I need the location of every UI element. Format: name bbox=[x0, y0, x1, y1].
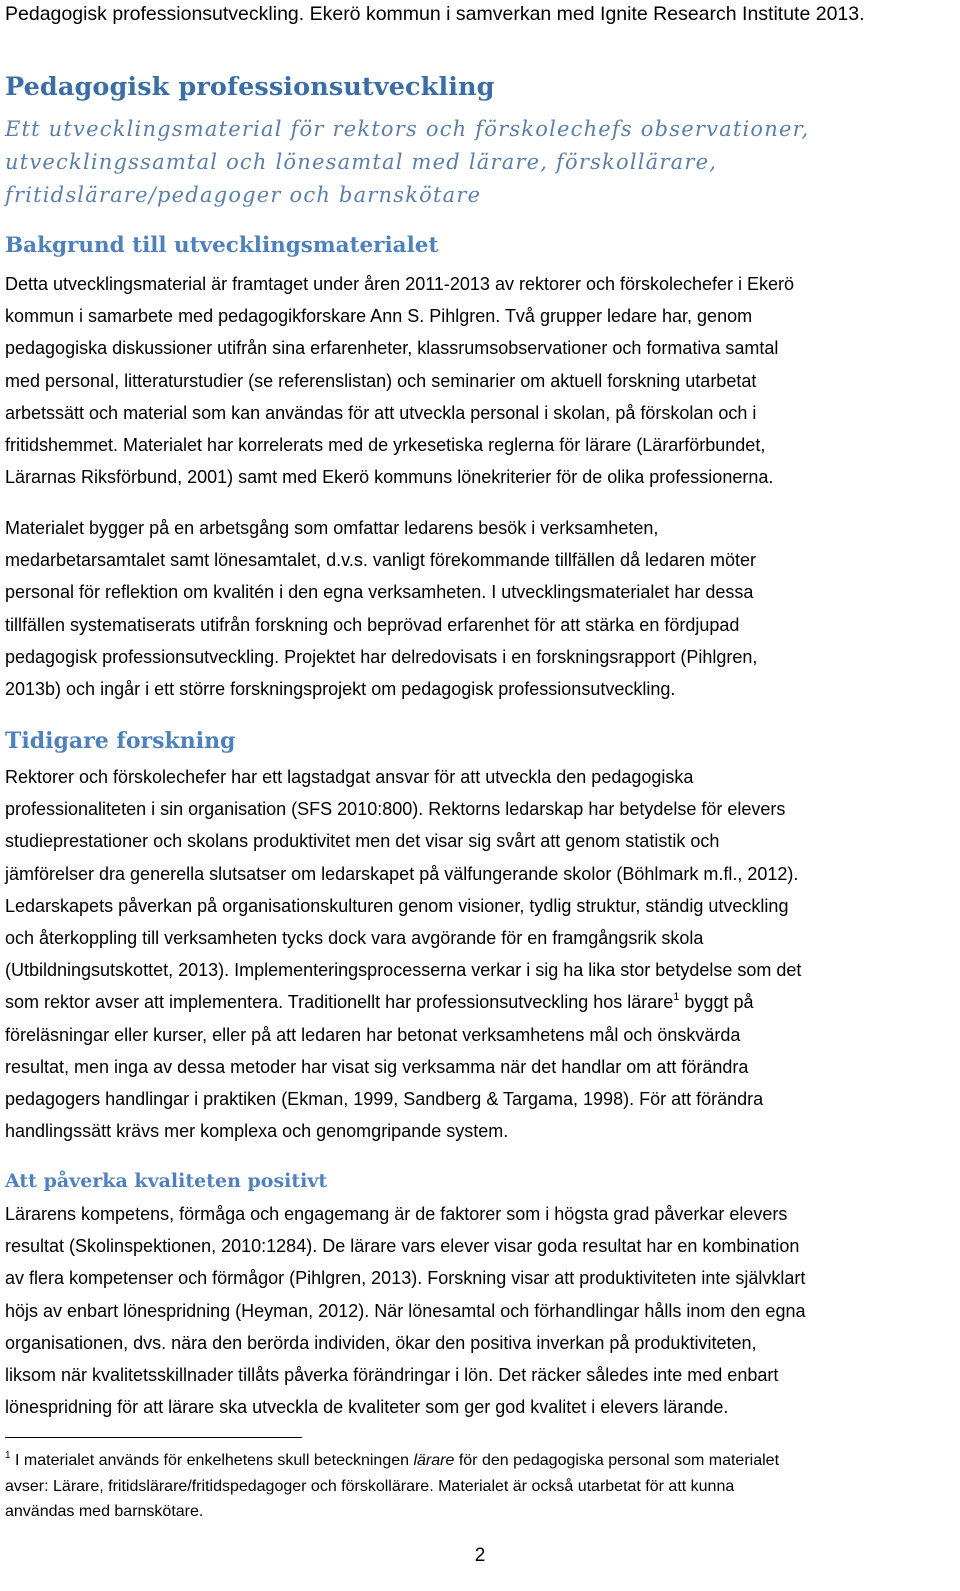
text-line: tillfällen systematiserats utifrån forskning och beprövad erfarenhet för att stärka en fördjupad bbox=[5, 614, 740, 635]
text-line: kommun i samarbete med pedagogikforskare Ann S. Pihlgren. Två grupper ledare har, genom bbox=[5, 306, 753, 327]
heading-background: Bakgrund till utvecklingsmaterialet bbox=[5, 233, 439, 258]
text-line: fritidshemmet. Materialet har korrelerats med de yrkesetiska reglerna för lärare (Lärarförbundet, bbox=[5, 435, 766, 456]
text-line: organisationen, dvs. nära den berörda individen, ökar den positiva inverkan på produktiviteten, bbox=[5, 1332, 757, 1353]
text-segment: för den pedagogiska personal som materialet bbox=[454, 1452, 780, 1469]
text-line: Detta utvecklingsmaterial är framtaget under åren 2011-2013 av rektorer och förskolechefer i Ekerö bbox=[5, 274, 795, 294]
text-line: Lärarens kompetens, förmåga och engagemang är de faktorer som i högsta grad påverkar elevers bbox=[5, 1204, 788, 1224]
text-line: professionaliteten i sin organisation (SFS 2010:800). Rektorns ledarskap har betydelse för elevers bbox=[5, 799, 786, 820]
footnote-line: avser: Lärare, fritidslärare/fritidspedagoger och förskollärare. Materialet är också utarbetat för att kunna bbox=[5, 1477, 735, 1495]
footnote-line bbox=[5, 1448, 955, 1474]
footnote-number: 1 bbox=[5, 1450, 11, 1461]
text-line: Materialet bygger på en arbetsgång som omfattar ledarens besök i verksamheten, bbox=[5, 518, 659, 538]
subtitle bbox=[5, 113, 950, 212]
text-line bbox=[5, 986, 955, 1018]
page-number: 2 bbox=[474, 1545, 486, 1566]
text-line: personal för reflektion om kvalitén i den egna verksamheten. I utvecklingsmaterialet har dessa bbox=[5, 582, 754, 603]
text-line: liksom när kvalitetsskillnader tillåts påverka förändringar i lön. Det räcker således inte med enbart bbox=[5, 1365, 779, 1386]
text-line: pedagogers handlingar i praktiken (Ekman, 1999, Sandberg & Targama, 1998). För att förändra bbox=[5, 1089, 764, 1110]
text-line: pedagogiska diskussioner utifrån sina erfarenheter, klassrumsobservationer och formativa samtal bbox=[5, 338, 779, 359]
paragraph-previous-research bbox=[5, 761, 955, 1147]
text-segment: som rektor avser att implementera. Traditionellt har professionsutveckling hos lärare bbox=[5, 992, 674, 1013]
paragraph-quality bbox=[5, 1198, 955, 1423]
text-line: resultat (Skolinspektionen, 2010:1284). De lärare vars elever visar goda resultat har en kombination bbox=[5, 1236, 800, 1257]
text-line: arbetssätt och material som kan användas för att utveckla personal i skolan, på förskolan och i bbox=[5, 402, 757, 423]
text-line: pedagogisk professionsutveckling. Projektet har delredovisats i en forskningsrapport (Pihlgren, bbox=[5, 646, 758, 667]
text-line: studieprestationer och skolans produktivitet men det visar sig svårt att genom statistik och bbox=[5, 831, 720, 852]
footnote-reference[interactable]: 1 bbox=[673, 991, 680, 1004]
heading-previous-research: Tidigare forskning bbox=[5, 728, 236, 754]
text-line: höjs av enbart lönespridning (Heyman, 2012). När lönesamtal och förhandlingar hålls inom den egna bbox=[5, 1300, 806, 1321]
paragraph-background-1 bbox=[5, 268, 955, 493]
heading-quality: Att påverka kvaliteten positivt bbox=[5, 1170, 328, 1192]
text-line: lönespridning för att lärare ska utveckla de kvaliteter som ger god kvalitet i elevers lärande. bbox=[5, 1397, 729, 1418]
text-line: och återkoppling till verksamheten tycks dock vara avgörande för en framgångsrik skola bbox=[5, 928, 704, 949]
text-line: Ledarskapets påverkan på organisationskulturen genom visioner, tydlig struktur, ständig utveckling bbox=[5, 895, 789, 916]
running-header: Pedagogisk professionsutveckling. Ekerö kommun i samverkan med Ignite Research Institute 2013. bbox=[5, 3, 865, 25]
footnote bbox=[5, 1448, 955, 1525]
subtitle-line: utvecklingssamtal och lönesamtal med lärare, förskollärare, bbox=[5, 150, 718, 174]
subtitle-line: Ett utvecklingsmaterial för rektors och förskolechefs observationer, bbox=[5, 117, 810, 141]
page-title: Pedagogisk professionsutveckling bbox=[5, 72, 495, 102]
text-segment: byggt på bbox=[679, 992, 754, 1013]
paragraph-background-2 bbox=[5, 512, 955, 705]
text-line: föreläsningar eller kurser, eller på att ledaren har betonat verksamhetens mål och önskvärda bbox=[5, 1024, 741, 1045]
text-line: (Utbildningsutskottet, 2013). Implementeringsprocesserna verkar i sig ha lika stor betydelse som det bbox=[5, 960, 802, 981]
text-segment: I materialet används för enkelhetens skull beteckningen bbox=[10, 1452, 414, 1469]
footnote-divider bbox=[5, 1437, 302, 1438]
text-segment-italic: lärare bbox=[413, 1452, 455, 1469]
text-line: av flera kompetenser och förmågor (Pihlgren, 2013). Forskning visar att produktiviteten inte självklart bbox=[5, 1268, 806, 1289]
text-line: 2013b) och ingår i ett större forskningsprojekt om pedagogisk professionsutveckling. bbox=[5, 679, 676, 700]
text-line: resultat, men inga av dessa metoder har visat sig verksamma när det handlar om att förändra bbox=[5, 1056, 749, 1077]
text-line: med personal, litteraturstudier (se referenslistan) och seminarier om aktuell forskning utarbetat bbox=[5, 370, 757, 391]
footnote-line: användas med barnskötare. bbox=[5, 1503, 204, 1520]
text-line: Rektorer och förskolechefer har ett lagstadgat ansvar för att utveckla den pedagogiska bbox=[5, 767, 694, 787]
text-line: Lärarnas Riksförbund, 2001) samt med Ekerö kommuns lönekriterier för de olika professionerna. bbox=[5, 467, 774, 488]
text-line: handlingssätt krävs mer komplexa och genomgripande system. bbox=[5, 1121, 509, 1142]
text-line: medarbetarsamtalet samt lönesamtalet, d.v.s. vanligt förekommande tillfällen då ledaren möter bbox=[5, 550, 757, 571]
subtitle-line: fritidslärare/pedagoger och barnskötare bbox=[5, 183, 482, 207]
text-line: jämförelser dra generella slutsatser om ledarskapet på välfungerande skolor (Böhlmark m.fl., 2012). bbox=[5, 863, 799, 884]
